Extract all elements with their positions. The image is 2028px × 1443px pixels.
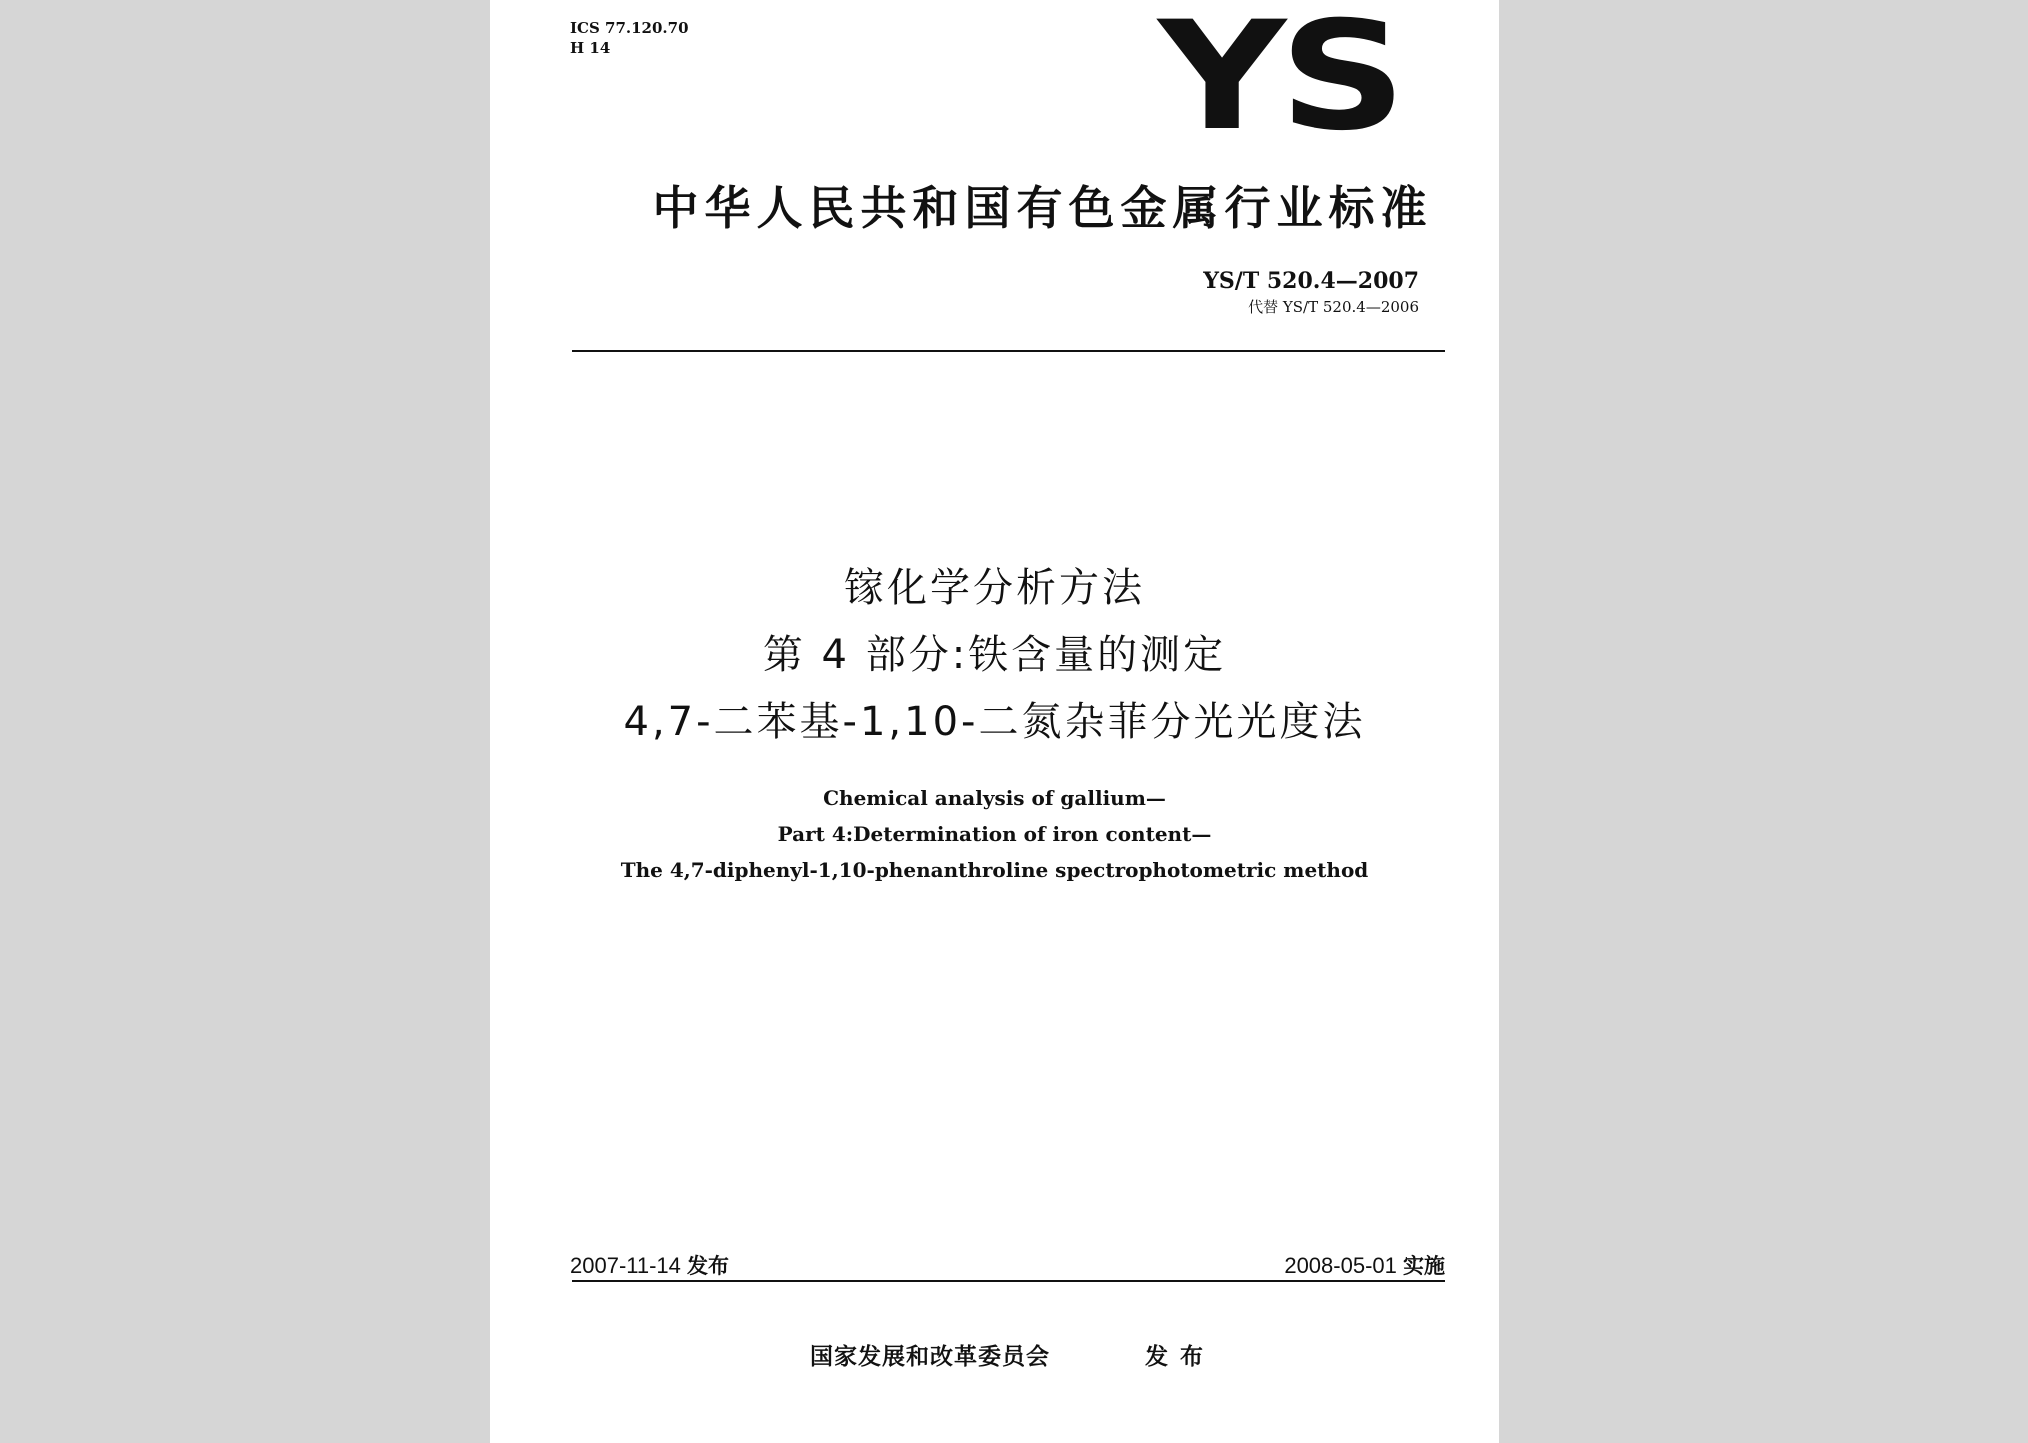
header-divider (572, 350, 1445, 352)
ys-logo: YS (1158, 0, 1400, 164)
title-en-line2: Part 4:Determination of iron content— (777, 822, 1212, 846)
publish-date-block (570, 1250, 729, 1280)
effective-label: 实施 (1403, 1254, 1445, 1278)
title-cn-line2: 第 4 部分:铁含量的测定 (762, 632, 1227, 678)
effective-date: 2008-05-01 (1284, 1253, 1397, 1278)
ics-code: ICS 77.120.70 (570, 19, 689, 37)
organization-title-text: 中华人民共和国有色金属行业标准 (652, 181, 1433, 235)
effective-date-block (1284, 1250, 1445, 1280)
issue-label: 发布 (1145, 1344, 1215, 1370)
title-cn-line3: 4,7-二苯基-1,10-二氮杂菲分光光度法 (623, 699, 1366, 745)
title-en-line3: The 4,7-diphenyl-1,10-phenanthroline spectrophotometric method (620, 858, 1369, 882)
document-page (490, 0, 1499, 1443)
standard-number: YS/T 520.4—2007 (1203, 268, 1419, 294)
classification-codes (570, 18, 689, 58)
footer-divider (572, 1280, 1445, 1282)
publish-date: 2007-11-14 (570, 1253, 681, 1278)
replaces-standard: 代替 YS/T 520.4—2006 (1248, 298, 1419, 316)
organization-title (490, 172, 1499, 238)
class-code: H 14 (570, 39, 611, 57)
title-cn-line1: 镓化学分析方法 (844, 565, 1145, 611)
publish-label: 发布 (687, 1254, 730, 1278)
title-en-line1: Chemical analysis of gallium— (823, 786, 1166, 810)
issuing-authority: 国家发展和改革委员会 (810, 1344, 1050, 1370)
